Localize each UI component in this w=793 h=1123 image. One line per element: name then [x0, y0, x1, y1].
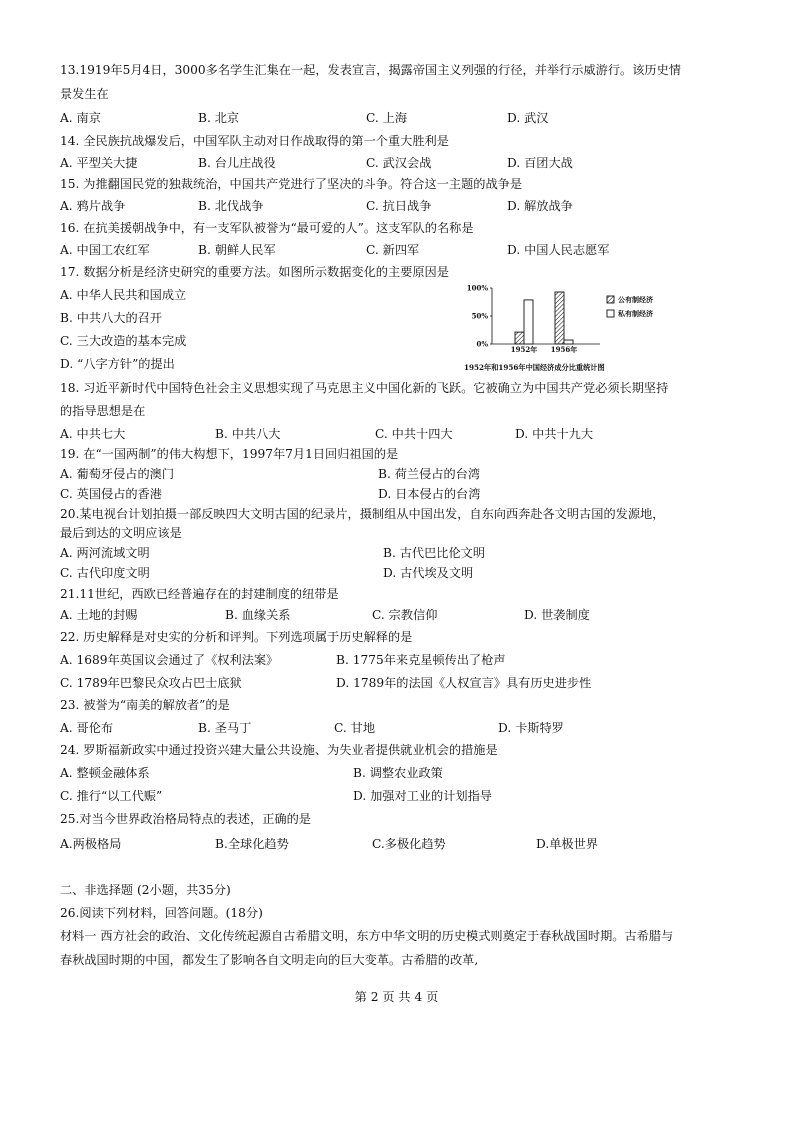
q23-option-c: C. 甘地 [334, 721, 376, 735]
q25-option-a: A.两极格局 [60, 837, 122, 851]
q21-option-a: A. 土地的封赐 [60, 608, 138, 622]
chart-bars [515, 292, 573, 344]
bar-public-1956年 [555, 292, 564, 344]
q22-option-c: C. 1789年巴黎民众攻占巴士底狱 [60, 676, 242, 690]
q18-option-c: C. 中共十四大 [375, 427, 453, 441]
q20-option-b: B. 古代巴比伦文明 [383, 546, 486, 560]
q20-option-c: C. 古代印度文明 [60, 566, 150, 580]
q14-option-d: D. 百团大战 [507, 156, 573, 170]
x-tick-label: 1952年 [510, 345, 538, 354]
q23-option-a: A. 哥伦布 [60, 721, 114, 735]
q19-option-c: C. 英国侵占的香港 [60, 487, 162, 501]
y-tick-label: 50% [471, 311, 488, 321]
x-tick-label: 1956年 [550, 345, 578, 354]
q14-option-a: A. 平型关大捷 [60, 156, 138, 170]
material-1-line-1: 材料一 西方社会的政治、文化传统起源自古希腊文明，东方中华文明的历史模式则奠定于春秋战国时期。古希腊与 [60, 929, 674, 943]
question-22-stem: 22. 历史解释是对史实的分析和评判。下列选项属于历史解释的是 [60, 630, 413, 644]
q15-option-d: D. 解放战争 [507, 199, 573, 213]
q22-option-a: A. 1689年英国议会通过了《权利法案》 [60, 653, 279, 667]
q21-option-c: C. 宗教信仰 [372, 608, 438, 622]
y-tick-label: 100% [466, 283, 488, 293]
q16-option-b: B. 朝鲜人民军 [198, 243, 276, 257]
q23-option-d: D. 卡斯特罗 [498, 721, 564, 735]
q13-option-a: A. 南京 [60, 111, 101, 125]
question-19-stem: 19. 在“一国两制”的伟大构想下，1997年7月1日回归祖国的是 [60, 447, 399, 461]
y-tick-label: 0% [476, 339, 488, 349]
q18-option-b: B. 中共八大 [215, 427, 281, 441]
q24-option-c: C. 推行“以工代赈” [60, 789, 163, 803]
q17-option-a: A. 中华人民共和国成立 [60, 288, 187, 302]
q18-option-a: A. 中共七大 [60, 427, 126, 441]
q19-option-d: D. 日本侵占的台湾 [378, 487, 481, 501]
q17-option-d: D. “八字方针”的提出 [60, 357, 175, 371]
q13-option-d: D. 武汉 [507, 111, 549, 125]
question-18-stem: 18. 习近平新时代中国特色社会主义思想实现了马克思主义中国化新的飞跃。它被确立为中国共产党必须长期坚持 [60, 381, 669, 395]
chart-legend [607, 295, 653, 318]
question-25-stem: 25.对当今世界政治格局特点的表述，正确的是 [60, 812, 311, 826]
q16-option-a: A. 中国工农红军 [60, 243, 150, 257]
q17-option-c: C. 三大改造的基本完成 [60, 334, 187, 348]
chart-caption: 1952年和1956年中国经济成分比重统计图 [464, 363, 605, 372]
q18-option-d: D. 中共十九大 [515, 427, 594, 441]
bar-private-1956年 [564, 340, 573, 344]
q17-option-b: B. 中共八大的召开 [60, 311, 163, 325]
question-13-stem: 13.1919年5月4日，3000多名学生汇集在一起，发表宣言，揭露帝国主义列强的行径，并举行示威游行。该历史情 [60, 63, 681, 77]
material-1-line-2: 春秋战国时期的中国，都发生了影响各自文明走向的巨大变革。古希腊的改革, [60, 953, 479, 967]
question-18-stem-cont: 的指导思想是在 [60, 404, 146, 418]
q23-option-b: B. 圣马丁 [198, 721, 252, 735]
economy-composition-chart [462, 282, 702, 374]
question-16-stem: 16. 在抗美援朝战争中，有一支军队被誉为“最可爱的人”。这支军队的名称是 [60, 221, 474, 235]
question-15-stem: 15. 为推翻国民党的独裁统治，中国共产党进行了坚决的斗争。符合这一主题的战争是 [60, 177, 523, 191]
question-14-stem: 14. 全民族抗战爆发后，中国军队主动对日作战取得的第一个重大胜利是 [60, 134, 449, 148]
question-24-stem: 24. 罗斯福新政实中通过投资兴建大量公共设施、为失业者提供就业机会的措施是 [60, 743, 498, 757]
q19-option-b: B. 荷兰侵占的台湾 [378, 467, 481, 481]
section-2-heading: 二、非选择题 (2小题，共35分) [60, 883, 231, 897]
bar-public-1952年 [515, 332, 524, 344]
legend-swatch [607, 310, 614, 317]
question-13-stem-cont: 景发生在 [60, 87, 109, 101]
q13-option-b: B. 北京 [198, 111, 240, 125]
q24-option-b: B. 调整农业政策 [353, 766, 443, 780]
legend-label: 公有制经济 [618, 295, 653, 304]
q16-option-c: C. 新四军 [366, 243, 420, 257]
q25-option-d: D.单极世界 [536, 837, 598, 851]
q15-option-b: B. 北伐战争 [198, 199, 264, 213]
legend-label: 私有制经济 [618, 309, 653, 318]
q19-option-a: A. 葡萄牙侵占的澳门 [60, 467, 175, 481]
q22-option-b: B. 1775年来克星顿传出了枪声 [336, 653, 506, 667]
q15-option-a: A. 鸦片战争 [60, 199, 126, 213]
legend-swatch [607, 296, 614, 303]
question-26-stem: 26.阅读下列材料，回答问题。(18分) [60, 906, 263, 920]
question-23-stem: 23. 被誉为“南美的解放者”的是 [60, 698, 230, 712]
q20-option-d: D. 古代埃及文明 [383, 566, 474, 580]
question-17-stem: 17. 数据分析是经济史研究的重要方法。如图所示数据变化的主要原因是 [60, 265, 449, 279]
page-footer: 第 2 页 共 4 页 [354, 990, 439, 1004]
q15-option-c: C. 抗日战争 [366, 199, 432, 213]
q22-option-d: D. 1789年的法国《人权宣言》具有历史进步性 [336, 676, 592, 690]
q24-option-d: D. 加强对工业的计划指导 [353, 789, 492, 803]
q13-option-c: C. 上海 [366, 111, 408, 125]
bar-private-1952年 [524, 300, 533, 344]
q16-option-d: D. 中国人民志愿军 [507, 243, 610, 257]
q14-option-b: B. 台儿庄战役 [198, 156, 276, 170]
q25-option-b: B.全球化趋势 [215, 837, 289, 851]
q21-option-d: D. 世袭制度 [524, 608, 590, 622]
question-21-stem: 21.11世纪，西欧已经普遍存在的封建制度的纽带是 [60, 587, 339, 601]
question-20-stem: 20.某电视台计划拍摄一部反映四大文明古国的纪录片，摄制组从中国出发，自东向西奔赴各文明古国的发源地， [60, 507, 665, 521]
q25-option-c: C.多极化趋势 [372, 837, 446, 851]
question-20-stem-cont: 最后到达的文明应该是 [60, 526, 182, 540]
q14-option-c: C. 武汉会战 [366, 156, 432, 170]
q24-option-a: A. 整顿金融体系 [60, 766, 150, 780]
q20-option-a: A. 两河流域文明 [60, 546, 150, 560]
q21-option-b: B. 血缘关系 [225, 608, 291, 622]
